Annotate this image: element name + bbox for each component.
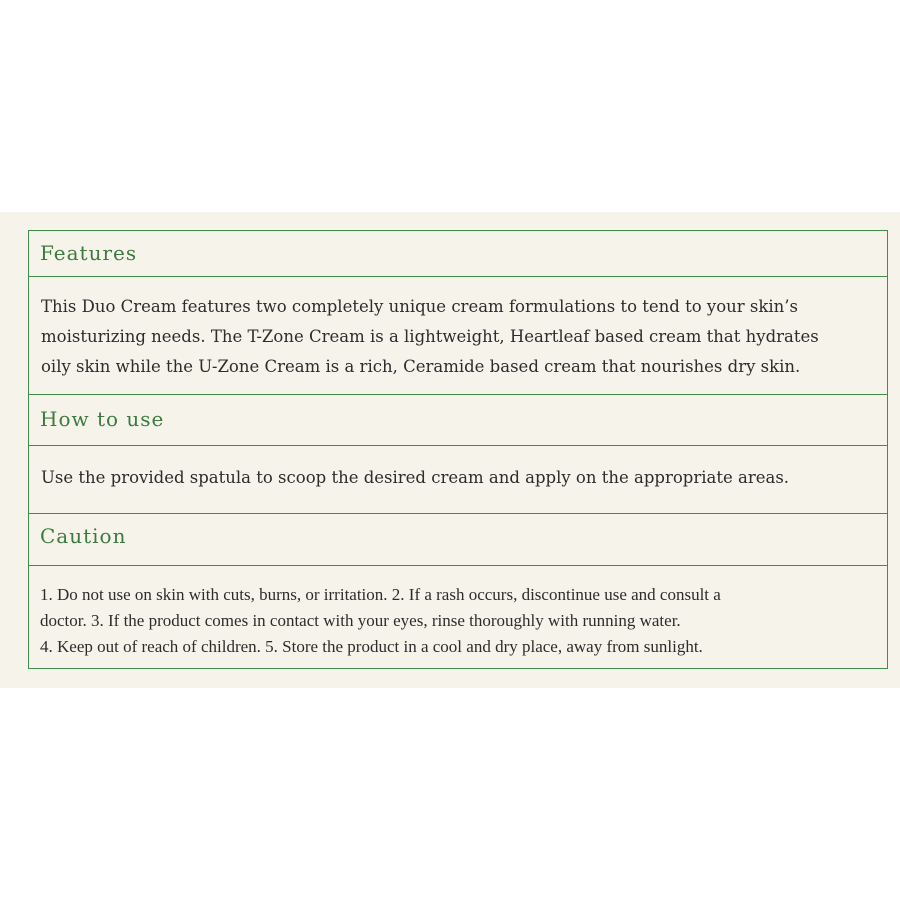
how-to-use-body-row — [29, 445, 887, 513]
features-heading-row — [29, 231, 887, 276]
caution-heading-row — [29, 513, 887, 565]
caution-line: doctor. 3. If the product comes in contact with your eyes, rinse thoroughly with running water. — [40, 611, 681, 630]
features-body-row — [29, 276, 887, 394]
how-to-use-text: Use the provided spatula to scoop the desired cream and apply on the appropriate areas. — [41, 468, 790, 487]
features-heading: Features — [40, 241, 138, 265]
caution-text — [40, 582, 721, 660]
features-line: This Duo Cream features two completely unique cream formulations to tend to your skin’s — [41, 297, 798, 316]
features-text — [41, 292, 877, 382]
product-info-card — [0, 212, 900, 688]
features-line: oily skin while the U-Zone Cream is a rich, Ceramide based cream that nourishes dry skin. — [41, 357, 801, 376]
caution-line: 4. Keep out of reach of children. 5. Store the product in a cool and dry place, away from sunlight. — [40, 637, 703, 656]
caution-heading: Caution — [40, 524, 127, 548]
features-line: moisturizing needs. The T-Zone Cream is a lightweight, Heartleaf based cream that hydrates — [41, 327, 819, 346]
how-to-use-heading: How to use — [40, 407, 165, 431]
caution-line: 1. Do not use on skin with cuts, burns, or irritation. 2. If a rash occurs, discontinue use and consult a — [40, 585, 721, 604]
caution-body-row — [29, 565, 887, 670]
info-table — [28, 230, 888, 669]
how-to-use-heading-row — [29, 394, 887, 445]
